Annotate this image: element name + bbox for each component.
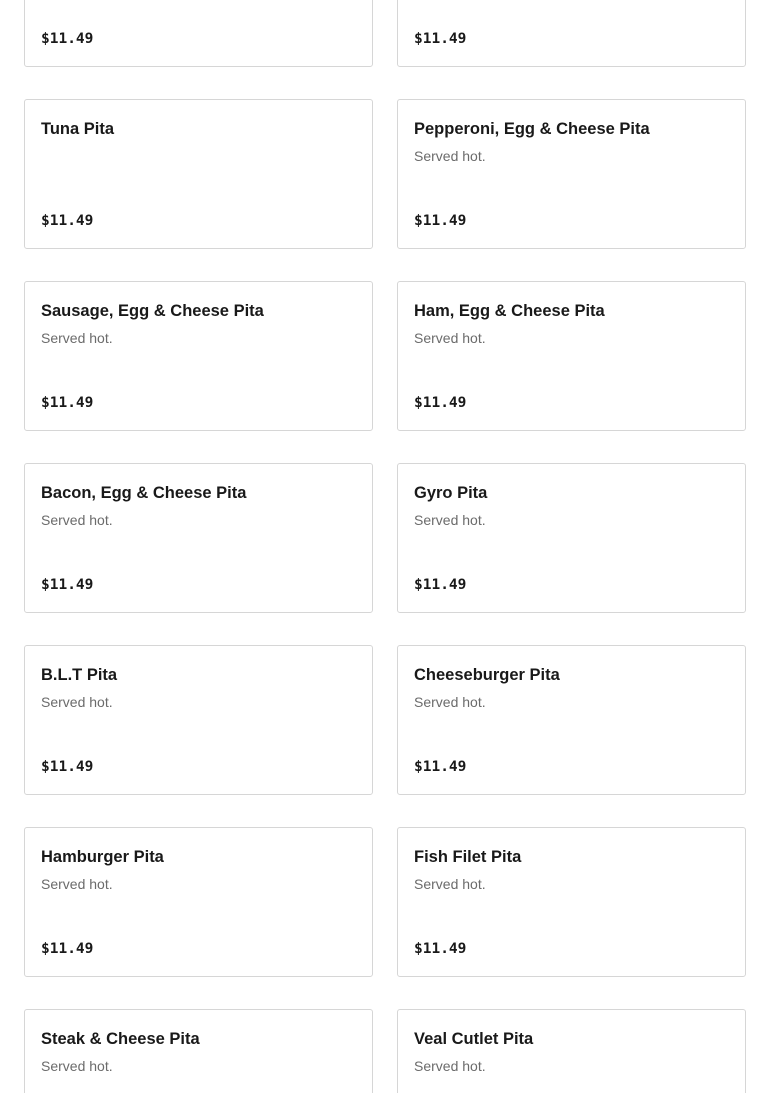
menu-item-description: Served hot. xyxy=(414,148,486,164)
menu-item-name: Sausage, Egg & Cheese Pita xyxy=(41,302,264,320)
menu-item-name: B.L.T Pita xyxy=(41,666,118,684)
menu-item-card[interactable] xyxy=(397,0,746,67)
menu-item-grid xyxy=(24,0,746,1093)
menu-item-price: $11.49 xyxy=(41,759,94,775)
menu-item-name: Pepperoni, Egg & Cheese Pita xyxy=(414,120,650,138)
menu-item-description: Served hot. xyxy=(414,330,486,346)
menu-item-card-sausage-egg-cheese-pita[interactable] xyxy=(24,281,373,431)
menu-item-description: Served hot. xyxy=(41,876,113,892)
menu-item-description: Served hot. xyxy=(414,876,486,892)
menu-item-name: Cheeseburger Pita xyxy=(414,666,560,684)
menu-item-description: Served hot. xyxy=(41,694,113,710)
menu-item-name: Bacon, Egg & Cheese Pita xyxy=(41,484,247,502)
menu-item-price: $11.49 xyxy=(414,395,467,411)
menu-item-card-veal-cutlet-pita[interactable] xyxy=(397,1009,746,1093)
menu-item-description: Served hot. xyxy=(41,512,113,528)
menu-item-description: Served hot. xyxy=(414,512,486,528)
menu-item-name: Tuna Pita xyxy=(41,120,115,138)
menu-item-name: Steak & Cheese Pita xyxy=(41,1030,200,1048)
menu-item-price: $11.49 xyxy=(41,577,94,593)
menu-item-price: $11.49 xyxy=(414,941,467,957)
menu-item-card-tuna-pita[interactable] xyxy=(24,99,373,249)
menu-item-description: Served hot. xyxy=(41,1058,113,1074)
menu-item-price: $11.49 xyxy=(41,31,94,47)
menu-item-card-ham-egg-cheese-pita[interactable] xyxy=(397,281,746,431)
menu-item-card-cheeseburger-pita[interactable] xyxy=(397,645,746,795)
menu-item-card-gyro-pita[interactable] xyxy=(397,463,746,613)
menu-item-price: $11.49 xyxy=(41,941,94,957)
menu-item-price: $11.49 xyxy=(414,213,467,229)
menu-item-card-blt-pita[interactable] xyxy=(24,645,373,795)
menu-item-name: Gyro Pita xyxy=(414,484,488,502)
menu-item-price: $11.49 xyxy=(414,577,467,593)
menu-item-description: Served hot. xyxy=(414,694,486,710)
menu-item-card-steak-cheese-pita[interactable] xyxy=(24,1009,373,1093)
menu-item-price: $11.49 xyxy=(41,213,94,229)
menu-item-card-fish-filet-pita[interactable] xyxy=(397,827,746,977)
menu-item-price: $11.49 xyxy=(414,31,467,47)
menu-item-name: Veal Cutlet Pita xyxy=(414,1030,534,1048)
menu-item-card-bacon-egg-cheese-pita[interactable] xyxy=(24,463,373,613)
menu-item-price: $11.49 xyxy=(41,395,94,411)
menu-item-description: Served hot. xyxy=(414,1058,486,1074)
menu-item-card[interactable] xyxy=(24,0,373,67)
menu-item-name: Ham, Egg & Cheese Pita xyxy=(414,302,605,320)
menu-item-description: Served hot. xyxy=(41,330,113,346)
menu-item-name: Hamburger Pita xyxy=(41,848,164,866)
menu-item-card-hamburger-pita[interactable] xyxy=(24,827,373,977)
menu-item-price: $11.49 xyxy=(414,759,467,775)
menu-item-name: Fish Filet Pita xyxy=(414,848,522,866)
menu-item-card-pepperoni-egg-cheese-pita[interactable] xyxy=(397,99,746,249)
